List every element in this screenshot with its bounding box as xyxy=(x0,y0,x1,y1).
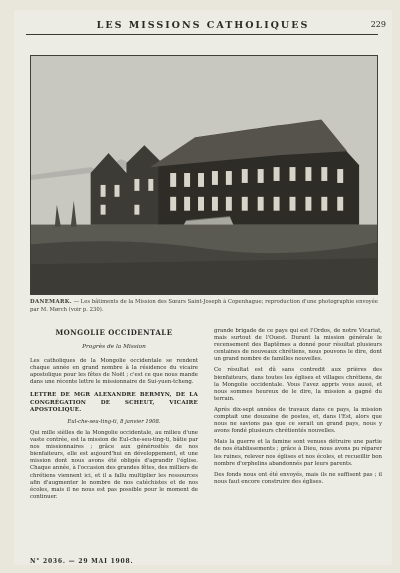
letter-dateline: Eul-che-seu-ting-ti, 8 janvier 1908. xyxy=(67,418,161,425)
right-paragraph-2: Ce résultat est dû sans contredit aux prières des bienfaiteurs, dans toutes les églises et villages chrétiens, de la Mongolie occidentale. Vous l'avez appris vous aussi, et nous sommes heureux de le dire, la mission a gagné du terrain. xyxy=(214,367,382,402)
caption-label: DANEMARK. xyxy=(30,299,73,305)
photo-caption xyxy=(30,299,378,317)
right-paragraph-5: Des fonds nous ont été envoyés, mais ils ne suffisent pas ; il nous faut encore construire des églises. xyxy=(214,471,382,485)
letter-body: Qui mille sièlles de la Mongolie occidentale, au milieu d'une vaste contrée, est la mission de Eul-che-seu-ting-ti, bâtie par nos missionnaires ; grâce aux générosités de nos bienfaiteurs, elle est aujourd'hui en développement, et une mission dont nous avons été obligés d'agrandir l'église. Chaque année, à l'occasion des grandes fêtes, des milliers de chrétiens viennent ici, et il a fallu multiplier les ressources afin d'augmenter le nombre de nos catéchistes et de nos écoles, mais il ne nous est pas possible pour le moment de continuer. xyxy=(30,429,198,500)
right-paragraph-4: Mais la guerre et la famine sont venues détruire une partie de nos établissements ; grâce à Dieu, nous avons pu réparer les ruines, relever nos églises et nos écoles, et recueillir bon nombre d'orphelins abandonnés par leurs parents. xyxy=(214,439,382,467)
right-paragraph-1: grande brigade de ce pays qui est l'Ordos, de notre Vicariat, mais surtout de l'Ouest. Durant la mission générale le recensement des Baptêmes a donné pour résultat plusieurs centaines de nouveaux chrétiens, nous pouvons le dire, dont un grand nombre de familles nouvelles. xyxy=(214,328,382,363)
document-page xyxy=(14,10,392,565)
right-column xyxy=(214,328,382,564)
section-title: MONGOLIE OCCIDENTALE xyxy=(55,328,173,337)
right-paragraph-3: Après dix-sept années de travaux dans ce pays, la mission comptait une douzaine de postes, et, dans l'Est, alors que nous ne savions pas que ce serait un grand pays, nous y avons fondé plusieurs chrétientés nouvelles. xyxy=(214,406,382,435)
left-column xyxy=(30,328,198,564)
header-title: LES MISSIONS CATHOLIQUES xyxy=(96,20,310,31)
mission-building-photo xyxy=(30,55,378,295)
intro-paragraph: Les catholiques de la Mongolie occidentale se rendent chaque année en grand nombre à la résidence du vicaire apostolique pour les fêtes de Noël ; c'est ce que nous mande dans une récente lettre le missionnaire de Sui-yuen-tcheng. xyxy=(30,358,198,386)
header-rule xyxy=(26,34,378,35)
page-number: 229 xyxy=(370,20,386,29)
issue-footer: N° 2036. — 29 MAI 1908. xyxy=(30,558,134,565)
caption-text: — Les bâtiments de la Mission des Sœurs Saint-Joseph à Copenhague; reproduction d'une photographie envoyée par M. Mørch (voir p. 230). xyxy=(30,299,378,313)
letter-title: LETTRE DE MGR ALEXANDRE BERMYN, DE LA CONGRÉGATION DE SCHEUT, VICAIRE APOSTOLIQUE. xyxy=(30,392,198,413)
section-subtitle: Progrès de la Mission xyxy=(82,344,146,350)
